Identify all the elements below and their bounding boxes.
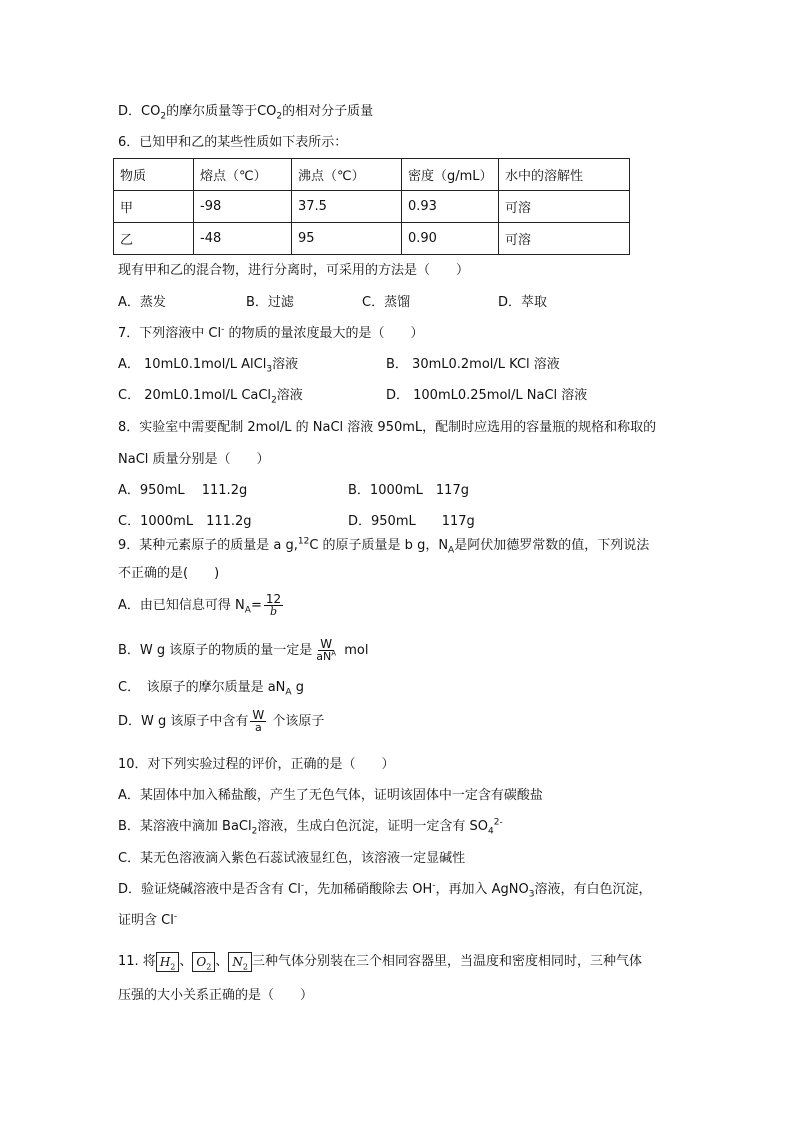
table-header-cell: 密度（g/mL） [402, 159, 499, 191]
table-cell: 可溶 [499, 191, 630, 223]
gas-formula-symbol: O [196, 954, 207, 969]
q7-option-c-sub: 2 [271, 395, 277, 406]
gas-formula-box-n2 [228, 952, 252, 972]
q5-subscript-2: 2 [276, 111, 283, 122]
q5-option-d-text-2: 的摩尔质量等于CO [166, 104, 277, 119]
q5-option-d-text-3: 的相对分子质量 [282, 104, 374, 119]
q9-option-b-unit: mol [340, 643, 369, 658]
table-cell: -48 [194, 223, 292, 255]
gas-formula-box-h2 [156, 952, 180, 972]
q10-option-d-line2 [118, 912, 177, 930]
q7-option-d: D． 100mL0.25mol/L NaCl 溶液 [386, 388, 588, 403]
fraction-denominator [314, 651, 338, 663]
q8-option-d: D．950mL 117g [348, 514, 475, 529]
q11-stem-line2: 压强的大小关系正确的是（ ） [118, 988, 314, 1003]
table-cell: 可溶 [499, 223, 630, 255]
table-header-cell: 熔点（℃） [194, 159, 292, 191]
q9-option-d-text-2: 个该原子 [268, 714, 325, 729]
q9-option-c-text: C． 该原子的摩尔质量是 aN [118, 680, 286, 695]
q7-option-a [118, 356, 298, 374]
table-cell: 0.93 [402, 191, 499, 223]
q6-stem: 6．已知甲和乙的某些性质如下表所示： [118, 135, 348, 150]
table-cell: 37.5 [292, 191, 402, 223]
q9-stem-sub: A [448, 545, 455, 556]
q8-option-c: C．1000mL 111.2g [118, 514, 252, 529]
q9-stem-line1 [118, 537, 649, 555]
q10-option-d-line2-sup: - [173, 911, 178, 922]
q8-option-a: A．950mL 111.2g [118, 483, 248, 498]
q7-stem-text: 7．下列溶液中 Cl [118, 326, 222, 341]
q9-option-d-fraction [250, 709, 266, 734]
table-row [114, 223, 630, 255]
q9-option-b-fraction [314, 638, 338, 663]
q9-option-a [118, 591, 285, 621]
q9-stem-text-3: 是阿伏加德罗常数的值，下列说法 [454, 538, 650, 553]
q7-option-a-text: A． 10mL0.1mol/L AlCl [118, 357, 267, 372]
q6-option-c: C．蒸馏 [362, 295, 411, 310]
q5-option-d [118, 103, 373, 121]
table-cell: 95 [292, 223, 402, 255]
table-row [114, 191, 630, 223]
fraction-numerator: 12 [265, 592, 282, 606]
q8-stem-line1: 8．实验室中需要配制 2mol/L 的 NaCl 溶液 950mL，配制时应选用的容量瓶的规格和称取的 [118, 420, 657, 435]
q10-option-d-sub: 3 [528, 889, 535, 900]
q9-option-a-equals: = [250, 598, 262, 613]
q10-option-d-line2-text: 证明含 Cl [118, 913, 174, 928]
q9-stem-text: 9．某种元素原子的质量是 a g, [118, 538, 298, 553]
q5-subscript-1: 2 [160, 111, 167, 122]
q11-stem-line1 [118, 950, 642, 974]
q9-stem-line2: 不正确的是( ) [118, 566, 220, 581]
q5-option-d-text: D．CO [118, 104, 161, 119]
q10-option-d [118, 881, 651, 899]
q6-question: 现有甲和乙的混合物，进行分离时，可采用的方法是（ ） [118, 263, 470, 278]
q10-option-a: A．某固体中加入稀盐酸，产生了无色气体，证明该固体中一定含有碳酸盐 [118, 788, 543, 803]
q9-option-d [118, 707, 324, 737]
gas-formula-sub: 2 [242, 961, 248, 971]
q8-option-b: B．1000mL 117g [348, 483, 469, 498]
q10-option-b [118, 818, 503, 836]
table-cell: -98 [194, 191, 292, 223]
gas-formula-symbol: H [159, 954, 171, 969]
q10-option-c: C．某无色溶液滴入紫色石蕊试液显红色，该溶液一定显碱性 [118, 851, 466, 866]
q9-option-a-text: A．由已知信息可得 N [118, 598, 245, 613]
q7-option-c [118, 387, 303, 405]
q10-option-d-sup: - [300, 880, 305, 891]
q6-option-b: B．过滤 [246, 295, 294, 310]
gas-formula-sub: 2 [206, 961, 212, 971]
q8-stem-line2: NaCl 质量分别是（ ） [118, 452, 270, 467]
q9-option-b [118, 636, 368, 666]
q10-option-b-sub-2: 4 [487, 826, 494, 837]
q10-option-d-text-4: 溶液，有白色沉淀， [534, 882, 652, 897]
q10-option-d-text: D．验证烧碱溶液中是否含有 Cl [118, 882, 301, 897]
q9-option-d-text: D．W g 该原子中含有 [118, 714, 249, 729]
q11-separator: 、 [215, 954, 229, 969]
gas-formula-box-o2 [192, 952, 215, 972]
fraction-denominator: a [254, 721, 262, 734]
table-header-cell: 水中的溶解性 [499, 159, 630, 191]
fraction-denominator-text: aN [316, 650, 332, 663]
gas-formula-symbol: N [232, 954, 243, 969]
q9-option-c [118, 679, 304, 697]
table-cell: 乙 [114, 223, 194, 255]
q10-option-d-text-3: ，再加入 AgNO [435, 882, 529, 897]
fraction-denominator-sup: A [331, 649, 337, 658]
q7-stem-text-2: 的物质的量浓度最大的是（ ） [224, 326, 424, 341]
fraction-denominator: b [269, 605, 277, 618]
table-cell: 甲 [114, 191, 194, 223]
q11-prefix: 11. 将 [118, 954, 156, 969]
q7-stem-sup: - [221, 324, 225, 335]
table-header-cell: 物质 [114, 159, 194, 191]
q10-option-b-sup: 2- [493, 817, 503, 828]
table-header-cell: 沸点（℃） [292, 159, 402, 191]
q7-option-a-text-2: 溶液 [272, 357, 299, 372]
q7-stem [118, 325, 423, 343]
q11-stem-text: 三种气体分别装在三个相同容器里，当温度和密度相同时，三种气体 [251, 954, 642, 969]
q9-stem-sup: 12 [297, 536, 310, 547]
q11-separator: 、 [179, 954, 193, 969]
q10-option-b-sub: 2 [251, 826, 258, 837]
q9-option-b-text: B．W g 该原子的物质的量一定是 [118, 643, 313, 658]
q10-option-d-text-2: ，先加稀硝酸除去 OH [304, 882, 433, 897]
q9-option-c-text-2: g [291, 680, 304, 695]
q6-option-d: D．萃取 [498, 295, 548, 310]
q7-option-c-text-2: 溶液 [276, 388, 303, 403]
q7-option-b: B． 30mL0.2mol/L KCl 溶液 [386, 357, 560, 372]
q9-option-a-fraction [264, 593, 283, 618]
properties-table [113, 158, 630, 255]
q9-option-c-sub: A [285, 687, 292, 698]
q10-stem: 10．对下列实验过程的评价，正确的是（ ） [118, 757, 395, 772]
q10-option-b-text: B．某溶液中滴加 BaCl [118, 819, 252, 834]
gas-formula-sub: 2 [170, 961, 176, 971]
table-cell: 0.90 [402, 223, 499, 255]
q10-option-d-sup-2: - [432, 880, 436, 891]
q9-option-a-sub: A [244, 605, 251, 616]
q7-option-c-text: C． 20mL0.1mol/L CaCl [118, 388, 272, 403]
q9-stem-text-2: C 的原子质量是 b g，N [309, 538, 449, 553]
fraction-numerator: W [320, 637, 333, 651]
q6-option-a: A．蒸发 [118, 295, 166, 310]
table-header-row [114, 159, 630, 191]
fraction-numerator: W [252, 708, 265, 722]
q10-option-b-text-2: 溶液，生成白色沉淀，证明一定含有 SO [257, 819, 488, 834]
q7-option-a-sub: 3 [266, 364, 273, 375]
